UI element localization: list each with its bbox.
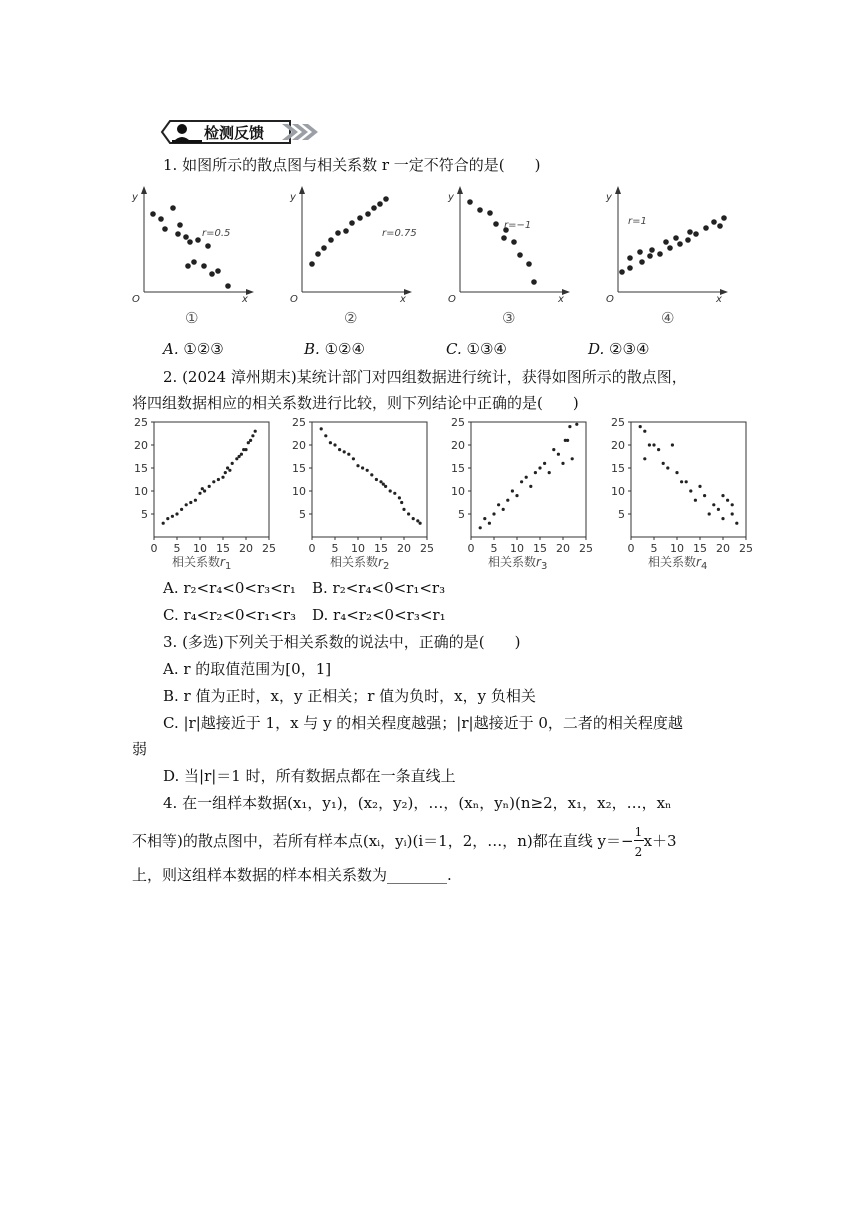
scatter-point <box>416 519 419 522</box>
q2-figure <box>120 414 753 572</box>
scatter-point <box>194 499 197 502</box>
scatter-point <box>347 453 350 456</box>
y-tick-label: 15 <box>134 462 148 475</box>
scatter-point <box>667 245 673 251</box>
q4-fraction: $\frac{1}{2}$ <box>634 825 643 859</box>
scatter-point <box>639 425 642 428</box>
scatter-point <box>162 522 165 525</box>
q1-caption-4: ④ <box>661 309 675 327</box>
scatter-point <box>402 508 405 511</box>
q2-caption-1: 相关系数$r_1$ <box>172 555 232 572</box>
scatter-point <box>398 496 401 499</box>
scatter-point <box>335 230 341 236</box>
q1-plot-3 <box>447 186 570 305</box>
q2-plot-1 <box>134 416 276 555</box>
scatter-point <box>721 215 727 221</box>
q1-option-c: C. ①③④ <box>446 340 507 358</box>
scatter-point <box>643 430 646 433</box>
y-axis-label: y <box>448 192 454 203</box>
q2-caption-4: 相关系数$r_4$ <box>648 555 708 572</box>
scatter-point <box>370 473 373 476</box>
x-tick-label: 15 <box>693 542 707 555</box>
q2-plot-2 <box>292 416 434 555</box>
origin-label: O <box>606 294 614 305</box>
q1-figure <box>128 182 728 322</box>
scatter-point <box>187 239 193 245</box>
q1-caption-1: ① <box>185 309 199 327</box>
scatter-point <box>377 201 383 207</box>
y-axis-label: y <box>132 192 138 203</box>
scatter-point <box>247 441 250 444</box>
q4-line1: 4. 在一组样本数据(x₁，y₁)，(x₂，y₂)，…，(xₙ，yₙ)(n≥2，x₁，x₂，…，xₙ <box>163 794 672 812</box>
scatter-point <box>698 485 701 488</box>
scatter-point <box>520 480 523 483</box>
q1-caption-2: ② <box>344 309 358 327</box>
scatter-point <box>343 228 349 234</box>
scatter-point <box>158 216 164 222</box>
scatter-point <box>231 462 234 465</box>
scatter-point <box>333 443 336 446</box>
scatter-point <box>647 253 653 259</box>
scatter-point <box>357 215 363 221</box>
y-tick-label: 5 <box>141 508 148 521</box>
scatter-point <box>673 235 679 241</box>
r-label: r=1 <box>628 216 647 227</box>
x-tick-label: 20 <box>239 542 253 555</box>
scatter-point <box>502 508 505 511</box>
scatter-point <box>226 466 229 469</box>
scatter-point <box>201 263 207 269</box>
y-tick-label: 10 <box>134 485 148 498</box>
q1-stem: 1. 如图所示的散点图与相关系数 r 一定不符合的是( ) <box>163 156 541 174</box>
scatter-point <box>338 448 341 451</box>
scatter-point <box>191 259 197 265</box>
scatter-point <box>389 489 392 492</box>
q1-caption-3: ③ <box>502 309 516 327</box>
scatter-point <box>309 261 315 267</box>
scatter-point <box>677 241 683 247</box>
scatter-point <box>356 464 359 467</box>
scatter-point <box>379 480 382 483</box>
scatter-point <box>175 512 178 515</box>
q2-option-d: D. r₄<r₂<0<r₃<r₁ <box>312 606 446 624</box>
scatter-point <box>221 476 224 479</box>
scatter-point <box>721 494 724 497</box>
scatter-point <box>384 485 387 488</box>
origin-label: O <box>290 294 298 305</box>
y-axis-label: y <box>290 192 296 203</box>
scatter-point <box>492 512 495 515</box>
scatter-point <box>675 471 678 474</box>
plot-frame <box>312 422 427 537</box>
scatter-point <box>575 423 578 426</box>
y-tick-label: 5 <box>618 508 625 521</box>
scatter-point <box>320 427 323 430</box>
x-tick-label: 20 <box>556 542 570 555</box>
scatter-point <box>400 501 403 504</box>
scatter-point <box>717 508 720 511</box>
scatter-point <box>735 522 738 525</box>
origin-label: O <box>448 294 456 305</box>
scatter-point <box>205 243 211 249</box>
scatter-point <box>627 255 633 261</box>
origin-label: O <box>132 294 140 305</box>
q3-option-a: A. r 的取值范围为[0，1] <box>163 660 332 678</box>
x-tick-label: 25 <box>739 542 753 555</box>
scatter-point <box>561 462 564 465</box>
q2-caption-2: 相关系数$r_2$ <box>330 555 390 572</box>
scatter-point <box>180 508 183 511</box>
scatter-point <box>352 457 355 460</box>
scatter-point <box>689 489 692 492</box>
x-tick-label: 15 <box>533 542 547 555</box>
scatter-point <box>619 269 625 275</box>
q2-option-c: C. r₄<r₂<0<r₁<r₃ <box>163 606 297 624</box>
scatter-point <box>224 471 227 474</box>
scatter-point <box>383 196 389 202</box>
q4-line2: 不相等)的散点图中，若所有样本点(xᵢ，yᵢ)(i＝1，2，…，n)都在直线 y＝− $\frac{1}{2}$ x＋3 <box>132 825 677 859</box>
scatter-point <box>201 487 204 490</box>
scatter-point <box>382 483 385 486</box>
q2-option-b: B. r₂<r₄<0<r₁<r₃ <box>312 579 446 597</box>
x-tick-label: 0 <box>467 542 475 555</box>
scatter-point <box>731 503 734 506</box>
y-tick-label: 20 <box>611 439 625 452</box>
x-tick-label: 25 <box>420 542 434 555</box>
scatter-point <box>238 455 241 458</box>
scatter-point <box>407 512 410 515</box>
y-tick-label: 20 <box>292 439 306 452</box>
x-tick-label: 25 <box>579 542 593 555</box>
x-tick-label: 10 <box>351 542 365 555</box>
q2-stem-line2: 将四组数据相应的相关系数进行比较，则下列结论中正确的是( ) <box>132 394 579 412</box>
scatter-point <box>329 441 332 444</box>
x-axis-label: x <box>400 294 406 305</box>
scatter-point <box>543 462 546 465</box>
scatter-point <box>321 245 327 251</box>
scatter-point <box>643 457 646 460</box>
scatter-point <box>726 499 729 502</box>
scatter-point <box>235 457 238 460</box>
y-tick-label: 20 <box>451 439 465 452</box>
y-tick-label: 25 <box>134 416 148 429</box>
scatter-point <box>662 462 665 465</box>
scatter-point <box>412 517 415 520</box>
scatter-point <box>548 471 551 474</box>
scatter-point <box>557 453 560 456</box>
scatter-point <box>649 247 655 253</box>
y-tick-label: 10 <box>611 485 625 498</box>
scatter-point <box>375 478 378 481</box>
banner-title: 检测反馈 <box>204 124 265 142</box>
scatter-point <box>685 480 688 483</box>
scatter-point <box>361 466 364 469</box>
scatter-point <box>217 478 220 481</box>
scatter-point <box>209 271 215 277</box>
y-tick-label: 10 <box>451 485 465 498</box>
scatter-point <box>315 251 321 257</box>
scatter-point <box>419 522 422 525</box>
y-axis-arrow <box>141 186 147 194</box>
scatter-point <box>225 283 231 289</box>
y-axis-label: y <box>606 192 612 203</box>
scatter-point <box>493 221 499 227</box>
scatter-point <box>189 501 192 504</box>
scatter-point <box>328 237 334 243</box>
scatter-point <box>627 265 633 271</box>
scatter-point <box>703 494 706 497</box>
q3-option-d: D. 当|r|＝1 时，所有数据点都在一条直线上 <box>163 767 456 785</box>
scatter-point <box>166 517 169 520</box>
scatter-point <box>652 443 655 446</box>
scatter-point <box>185 263 191 269</box>
x-tick-label: 20 <box>397 542 411 555</box>
scatter-point <box>531 279 537 285</box>
scatter-point <box>195 237 201 243</box>
y-tick-label: 15 <box>451 462 465 475</box>
q4-line3: 上，则这组样本数据的样本相关系数为________. <box>132 866 452 884</box>
q3-stem: 3. (多选)下列关于相关系数的说法中，正确的是( ) <box>163 633 521 651</box>
scatter-point <box>648 443 651 446</box>
section-banner <box>160 118 320 146</box>
scatter-point <box>240 453 243 456</box>
scatter-point <box>708 512 711 515</box>
q2-caption-3: 相关系数$r_3$ <box>488 555 548 572</box>
scatter-point <box>343 450 346 453</box>
scatter-point <box>212 480 215 483</box>
scatter-point <box>526 261 532 267</box>
scatter-point <box>525 476 528 479</box>
scatter-point <box>467 199 473 205</box>
scatter-point <box>497 503 500 506</box>
scatter-point <box>511 489 514 492</box>
q2-stem-line1: 2. (2024 漳州期末)某统计部门对四组数据进行统计，获得如图所示的散点图， <box>163 368 687 386</box>
x-tick-label: 5 <box>331 542 339 555</box>
scatter-point <box>150 211 156 217</box>
scatter-point <box>687 229 693 235</box>
scatter-point <box>215 268 221 274</box>
scatter-point <box>731 512 734 515</box>
scatter-point <box>365 211 371 217</box>
scatter-point <box>251 434 254 437</box>
scatter-point <box>244 448 247 451</box>
q1-option-b: B. ①②④ <box>304 340 365 358</box>
y-axis-arrow <box>457 186 463 194</box>
q2-plot-3 <box>451 416 593 555</box>
y-tick-label: 10 <box>292 485 306 498</box>
scatter-point <box>198 492 201 495</box>
y-tick-label: 15 <box>292 462 306 475</box>
q3-option-c-line1: C. |r|越接近于 1，x 与 y 的相关程度越强；|r|越接近于 0，二者的相关程度越 <box>163 714 683 732</box>
scatter-point <box>249 439 252 442</box>
scatter-point <box>228 469 231 472</box>
y-axis-arrow <box>299 186 305 194</box>
r-label: r=0.75 <box>382 228 417 239</box>
scatter-point <box>371 205 377 211</box>
scatter-point <box>721 517 724 520</box>
x-tick-label: 15 <box>374 542 388 555</box>
x-tick-label: 25 <box>262 542 276 555</box>
x-axis-label: x <box>558 294 564 305</box>
scatter-point <box>177 222 183 228</box>
y-tick-label: 20 <box>134 439 148 452</box>
scatter-point <box>483 517 486 520</box>
y-tick-label: 15 <box>611 462 625 475</box>
scatter-point <box>254 430 257 433</box>
x-tick-label: 15 <box>216 542 230 555</box>
scatter-point <box>571 457 574 460</box>
scatter-point <box>183 234 189 240</box>
y-tick-label: 5 <box>299 508 306 521</box>
x-tick-label: 20 <box>716 542 730 555</box>
scatter-point <box>529 485 532 488</box>
scatter-point <box>663 239 669 245</box>
x-tick-label: 5 <box>650 542 658 555</box>
scatter-point <box>712 503 715 506</box>
scatter-point <box>511 239 517 245</box>
scatter-point <box>552 448 555 451</box>
q2-plot-4 <box>611 416 753 555</box>
scatter-point <box>170 205 176 211</box>
x-tick-label: 10 <box>510 542 524 555</box>
x-tick-label: 5 <box>490 542 498 555</box>
scatter-point <box>506 499 509 502</box>
scatter-point <box>671 443 674 446</box>
scatter-point <box>693 231 699 237</box>
scatter-point <box>479 526 482 529</box>
scatter-point <box>694 499 697 502</box>
x-axis-label: x <box>716 294 722 305</box>
x-tick-label: 0 <box>627 542 635 555</box>
scatter-point <box>162 226 168 232</box>
scatter-point <box>203 489 206 492</box>
scatter-point <box>185 503 188 506</box>
r-label: r=−1 <box>504 220 532 231</box>
y-tick-label: 5 <box>458 508 465 521</box>
q1-option-d: D. ②③④ <box>588 340 650 358</box>
scatter-point <box>703 225 709 231</box>
q2-option-a: A. r₂<r₄<0<r₃<r₁ <box>163 579 296 597</box>
scatter-point <box>657 448 660 451</box>
scatter-point <box>208 485 211 488</box>
y-axis-arrow <box>615 186 621 194</box>
scatter-point <box>366 469 369 472</box>
scatter-point <box>477 207 483 213</box>
scatter-point <box>349 220 355 226</box>
q3-option-b: B. r 值为正时，x，y 正相关；r 值为负时，x，y 负相关 <box>163 687 536 705</box>
scatter-point <box>657 251 663 257</box>
y-tick-label: 25 <box>611 416 625 429</box>
scatter-point <box>680 480 683 483</box>
scatter-point <box>515 494 518 497</box>
scatter-point <box>171 515 174 518</box>
x-tick-label: 0 <box>150 542 158 555</box>
scatter-point <box>538 466 541 469</box>
scatter-point <box>487 210 493 216</box>
x-tick-label: 10 <box>670 542 684 555</box>
scatter-point <box>534 471 537 474</box>
scatter-point <box>324 434 327 437</box>
q1-plot-2 <box>289 186 417 305</box>
plot-frame <box>631 422 746 537</box>
scatter-point <box>566 439 569 442</box>
scatter-point <box>175 231 181 237</box>
q1-option-a: A. ①②③ <box>163 340 224 358</box>
scatter-point <box>711 219 717 225</box>
plot-frame <box>471 422 586 537</box>
plot-frame <box>154 422 269 537</box>
y-tick-label: 25 <box>292 416 306 429</box>
scatter-point <box>639 259 645 265</box>
x-tick-label: 5 <box>173 542 181 555</box>
scatter-point <box>637 249 643 255</box>
q3-option-c-line2: 弱 <box>132 740 148 758</box>
r-label: r=0.5 <box>202 228 231 239</box>
scatter-point <box>568 425 571 428</box>
scatter-point <box>501 235 507 241</box>
x-tick-label: 10 <box>193 542 207 555</box>
scatter-point <box>488 522 491 525</box>
scatter-point <box>685 237 691 243</box>
x-axis-label: x <box>242 294 248 305</box>
scatter-point <box>517 252 523 258</box>
q1-plot-4 <box>605 186 728 305</box>
q1-plot-1 <box>131 186 254 305</box>
x-tick-label: 0 <box>308 542 316 555</box>
y-tick-label: 25 <box>451 416 465 429</box>
scatter-point <box>393 492 396 495</box>
scatter-point <box>717 223 723 229</box>
scatter-point <box>666 466 669 469</box>
